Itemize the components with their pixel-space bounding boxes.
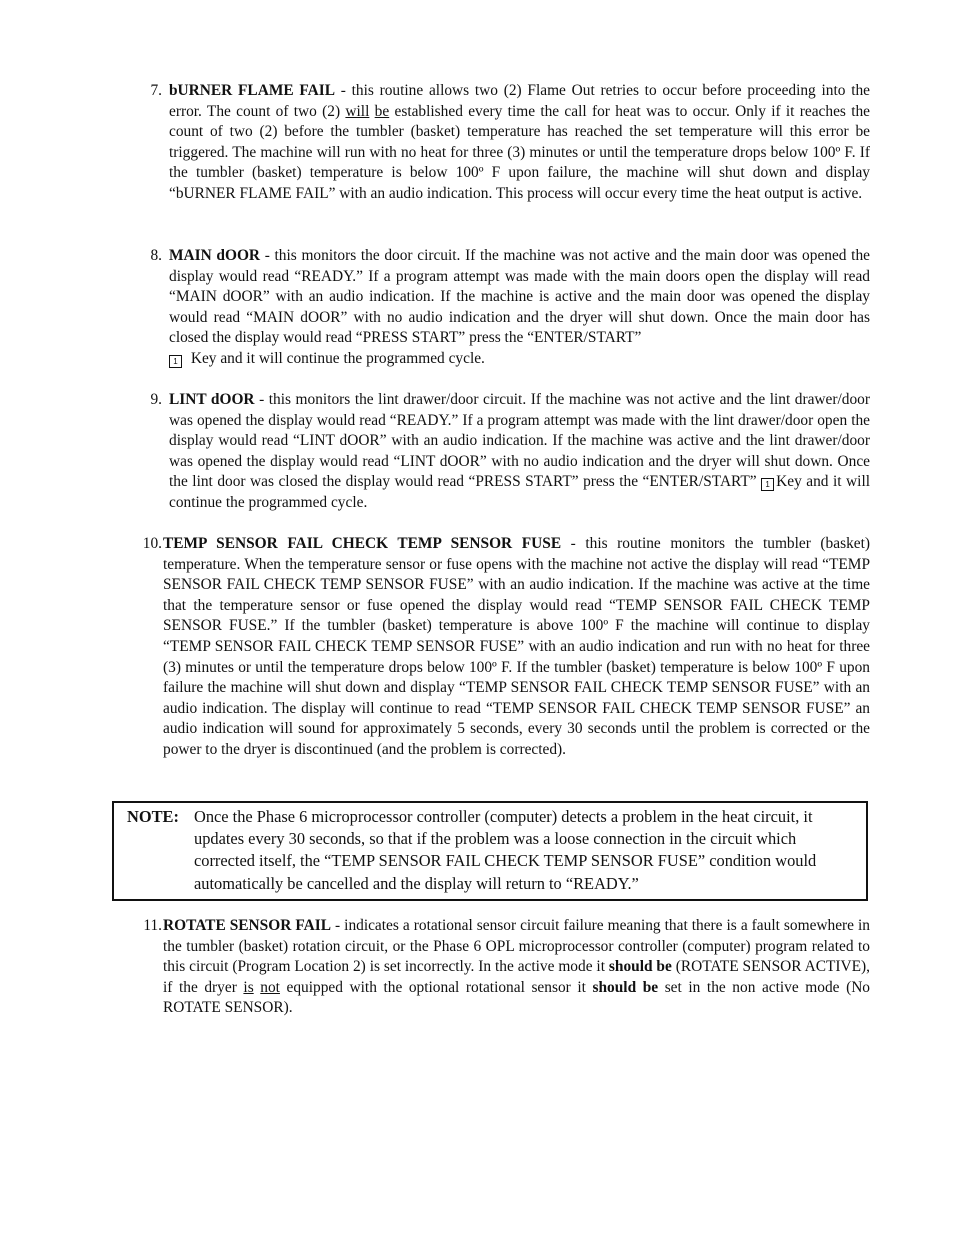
item-number: 8. (150, 247, 162, 264)
item-number: 7. (150, 82, 162, 99)
list-item-burner-flame-fail (132, 81, 870, 205)
item-body (162, 534, 870, 761)
underlined-word: will (345, 102, 370, 120)
item-body (162, 81, 870, 205)
item-text: - this routine monitors the tumbler (basket) temperature. When the temperature sensor or fuse opens with the machine not active the display will read “TEMP SENSOR FAIL CHECK TEMP SENSOR FUSE” with an audio indication. If the machine was active at the time that the temperature sensor or fuse opened the display would read “TEMP SENSOR FAIL CHECK TEMP SENSOR FUSE.” If the tumbler (basket) temperature is above 100º F the machine will continue to display “TEMP SENSOR FAIL CHECK TEMP SENSOR FUSE” with an audio indication and run with no heat for three (3) minutes or until the temperature drops below 100º F. If the tumbler (basket) temperature is below 100º F upon failure the machine will shut down and display “TEMP SENSOR FAIL CHECK TEMP SENSOR FUSE” with an audio indication. The display will continue to read “TEMP SENSOR FAIL CHECK TEMP SENSOR FUSE” an audio indication will sound for approximately 5 seconds, every 30 seconds until the problem is corrected or the power to the dryer is discontinued (and the problem is corrected). (163, 535, 870, 758)
item-text: equipped with the optional rotational sensor it (279, 978, 593, 996)
item-text: (ROTATE SENSOR ACTIVE), if the dryer (163, 958, 870, 996)
note-box (112, 801, 868, 901)
item-text: - this routine allows two (2) Flame Out retries to occur before proceeding into the error. The count of two (2) (169, 82, 871, 120)
item-title: MAIN dOOR (169, 247, 261, 264)
item-number: 11. (143, 917, 162, 934)
list-item-main-door (132, 246, 870, 370)
item-title: ROTATE SENSOR FAIL (163, 917, 331, 934)
enter-start-key-icon: 1 (761, 478, 774, 491)
enter-start-key-icon: 1 (169, 355, 182, 368)
list-item-lint-door (132, 390, 870, 514)
item-text: - this monitors the door circuit. If the machine was not active and the main door was opened the display would read “READY.” If a program attempt was made with the main doors open the display will read “MAIN dOOR” with an audio indication. If the machine is active and the main door was opened the display would read “MAIN dOOR” with no audio indication and the dryer will shut down. Once the main door has closed the display would read “PRESS START” press the “ENTER/START” (169, 247, 870, 347)
bold-phrase: should be (608, 958, 672, 976)
list-item-temp-sensor-fail (132, 534, 870, 761)
underlined-word: is (243, 978, 254, 996)
item-title: TEMP SENSOR FAIL CHECK TEMP SENSOR FUSE (163, 535, 562, 552)
item-text: Key and it will continue the programmed cycle. (190, 349, 485, 367)
item-body (162, 390, 870, 514)
note-label: NOTE: (127, 807, 179, 826)
list-item-rotate-sensor-fail (132, 916, 870, 1019)
item-body (162, 246, 870, 370)
item-text: established every time the call for heat was to occur. Only if it reaches the count of two (2) before the tumbler (basket) temperature has reached the set temperature will this error be triggered. The machine will run with no heat for three (3) minutes or until the temperature drops below 100º F. If the tumbler (basket) temperature is below 100º F upon failure, the machine will shut down and display “bURNER FLAME FAIL” with an audio indication. This process will occur every time the heat output is active. (169, 102, 870, 202)
item-title: bURNER FLAME FAIL (169, 82, 335, 99)
note-text: Once the Phase 6 microprocessor controller (computer) detects a problem in the heat circuit, it updates every 30 seconds, so that if the problem was a loose connection in the circuit which corrected itself, the “TEMP SENSOR FAIL CHECK TEMP SENSOR FUSE” condition would automatically be cancelled and the display will return to “READY.” (194, 807, 817, 893)
item-text: - indicates a rotational sensor circuit failure meaning that there is a fault somewhere in the tumbler (basket) rotation circuit, or the Phase 6 OPL microprocessor controller (computer) program related to this circuit (Program Location 2) is set incorrectly. In the active mode it (163, 917, 870, 976)
item-text: Key and it will continue the programmed cycle. (169, 473, 870, 511)
bold-phrase: should be (592, 978, 659, 996)
item-number: 10. (142, 535, 162, 552)
underlined-word: not (260, 978, 280, 996)
item-text: - this monitors the lint drawer/door circuit. If the machine was not active and the lint drawer/door was opened the display would read “READY.” If a program attempt was made with the lint drawer/door open the display would read “LINT dOOR” with an audio indication. If the machine was active and the lint drawer/door was opened the display would read “LINT dOOR” with no audio indication and the dryer will shut down. Once the lint door was closed the display would read “PRESS START” press the “ENTER/START” (169, 391, 870, 491)
item-number: 9. (150, 391, 162, 408)
item-body (162, 916, 870, 1019)
item-text: set in the non active mode (No ROTATE SENSOR). (163, 978, 871, 1017)
item-title: LINT dOOR (169, 391, 255, 408)
underlined-word: be (374, 102, 390, 120)
